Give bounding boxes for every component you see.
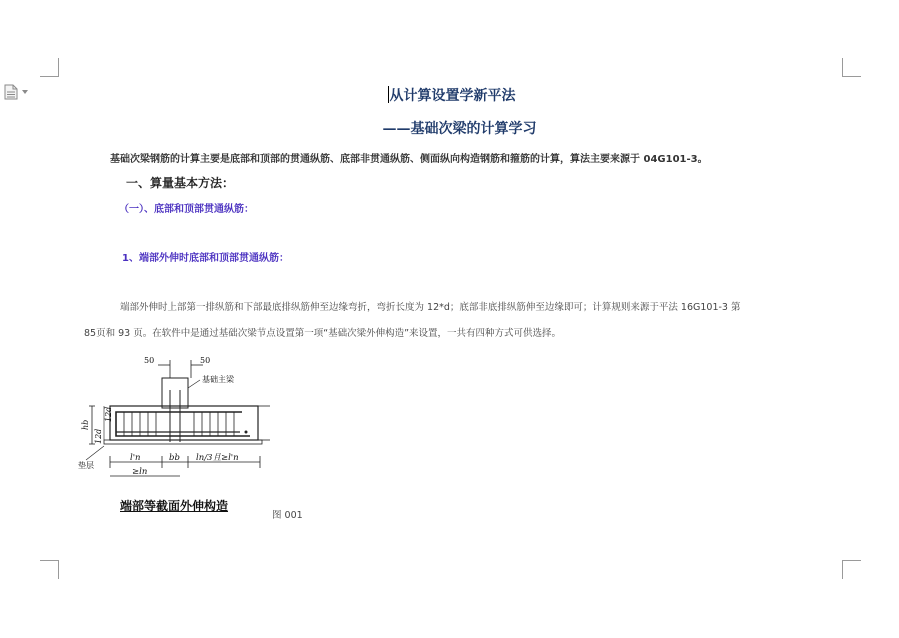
document-subtitle: ——基础次梁的计算学习 (382, 121, 537, 137)
intro-paragraph: 基础次梁钢筋的计算主要是底部和顶部的贯通纵筋、底部非贯通纵筋、侧面纵向构造钢筋和箍筋的计算，算法主要来源于 04G101-3。 (110, 154, 708, 165)
body-paragraph-line-2: 85页和 93 页。在软件中是通过基础次梁节点设置第一项“基础次梁外伸构造”来设置，一共有四种方式可供选择。 (84, 328, 562, 339)
page-corner-mark-bottom-left (40, 560, 59, 579)
figure-label: 图 001 (272, 510, 303, 521)
page-corner-mark-top-right (842, 58, 861, 77)
document-title-text: 从计算设置学新平法 (389, 88, 516, 104)
main-beam-label: 基础主梁 (202, 375, 234, 384)
hb-label: hb (81, 419, 90, 430)
page-corner-mark-top-left (40, 58, 59, 77)
12d-top-label: 12d (104, 406, 113, 422)
figure-caption: 端部等截面外伸构造 (120, 499, 229, 513)
dim-right-label: 50 (200, 356, 211, 365)
dim-left-label: 50 (144, 356, 155, 365)
12d-bottom-label: 12d (94, 428, 103, 444)
document-title[interactable] (2, 85, 899, 105)
bb-label: bb (169, 453, 180, 463)
section-heading: 一、算量基本方法： (126, 176, 235, 190)
page-corner-mark-bottom-right (842, 560, 861, 579)
ln-label: ln/3且≥l'n (196, 453, 239, 463)
l-prime-label: l'n (130, 453, 141, 463)
cushion-label: 垫层 (78, 461, 94, 470)
subsection-heading: （一）、底部和顶部贯通纵筋： (119, 204, 254, 215)
item-heading: 1、端部外伸时底部和顶部贯通纵筋： (122, 253, 289, 264)
ge-ln-label: ≥ln (132, 467, 148, 477)
beam-section-diagram (70, 350, 280, 480)
body-paragraph-line-1: 端部外伸时上部第一排纵筋和下部最底排纵筋伸至边缘弯折，弯折长度为 12*d；底部非底排纵筋伸至边缘即可；计算规则来源于平法 16G101-3 第 (120, 302, 741, 313)
text-cursor (388, 86, 389, 103)
